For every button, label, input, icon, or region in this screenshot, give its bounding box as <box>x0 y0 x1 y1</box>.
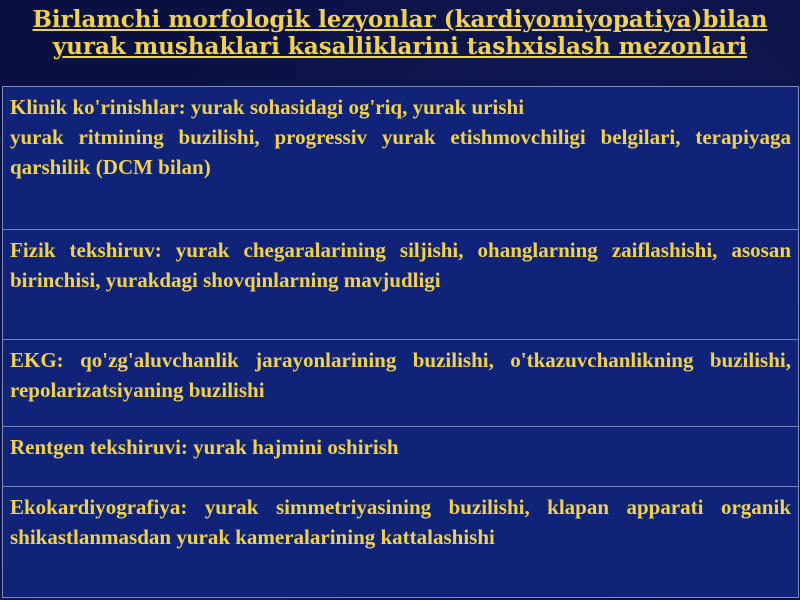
row-text: yurak chegaralarining siljishi, ohanglarning zaiflashishi, asosan birinchisi, yurakdagi shovqinlarning mavjudligi <box>10 238 791 292</box>
row-text: qo'zg'aluvchanlik jarayonlarining buzilishi, o'tkazuvchanlikning buzilishi, repolarizatsiyaning buzilishi <box>10 348 791 402</box>
row-text: yurak sohasidagi og'riq, yurak urishi <box>185 95 525 119</box>
row-label: EKG: <box>10 348 64 372</box>
clinical-first-line <box>10 92 791 122</box>
table-row-physical-exam <box>3 230 798 340</box>
criteria-table <box>2 86 799 598</box>
slide-title <box>0 6 800 60</box>
title-line-2: yurak mushaklari kasalliklarini tashxislash mezonlari <box>52 33 748 60</box>
table-row-clinical <box>3 87 798 230</box>
row-label: Ekokardiyografiya: <box>10 495 188 519</box>
title-line-1: Birlamchi morfologik lezyonlar (kardiyomiyopatiya)bilan <box>32 6 768 33</box>
clinical-rest-text: yurak ritmining buzilishi, progressiv yurak etishmovchiligi belgilari, terapiyaga qarshilik (DCM bilan) <box>10 125 791 179</box>
row-label: Klinik ko'rinishlar: <box>10 95 186 119</box>
table-row-ecg <box>3 340 798 427</box>
table-row-xray <box>3 427 798 487</box>
row-label: Fizik tekshiruv: <box>10 238 162 262</box>
row-label: Rentgen tekshiruvi: <box>10 435 188 459</box>
table-row-echocardiography <box>3 487 798 598</box>
row-text: yurak simmetriyasining buzilishi, klapan apparati organik shikastlanmasdan yurak kameralarining kattalashishi <box>10 495 791 549</box>
row-text: yurak hajmini oshirish <box>187 435 399 459</box>
